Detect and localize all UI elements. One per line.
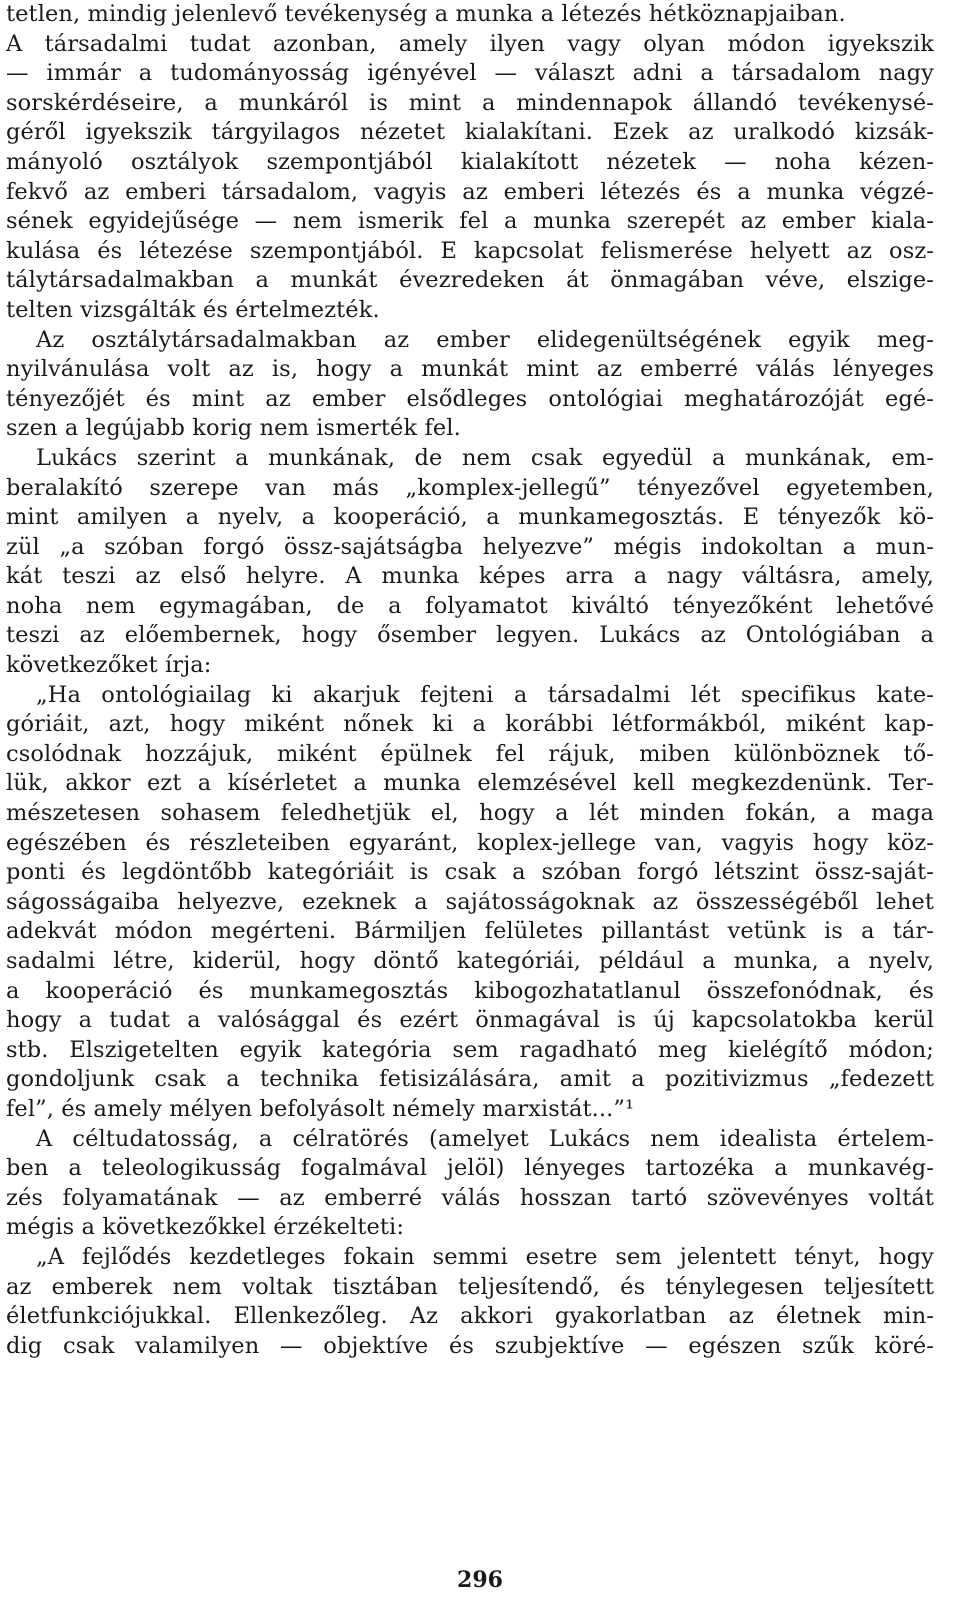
text-line: a kooperáció és munkamegosztás kibogozhatatlanul összefonódnak, és — [6, 977, 934, 1004]
text-line: lük, akkor ezt a kísérletet a munka elemzésével kell megkezdenünk. Ter- — [6, 770, 934, 797]
text-line: ponti és legdöntőbb kategóriáit is csak a szóban forgó létszint össz-saját- — [6, 859, 934, 886]
text-line: tálytársadalmakban a munkát évezredeken át önmagában véve, elszige- — [6, 267, 934, 294]
text-line: zés folyamatának — az emberré válás hosszan tartó szövevényes voltát — [6, 1184, 934, 1211]
text-line: hogy a tudat a valósággal és ezért önmagával is új kapcsolatokba kerül — [6, 1007, 934, 1034]
text-line: mint amilyen a nyelv, a kooperáció, a munkamegosztás. E tényezők kö- — [6, 504, 934, 531]
text-line: A céltudatosság, a célratörés (amelyet Lukács nem idealista értelem- — [36, 1125, 934, 1152]
text-line: adekvát módon megérteni. Bármiljen felületes pillantást vetünk is a tár- — [6, 918, 934, 945]
text-line: géről igyekszik tárgyilagos nézetet kialakítani. Ezek az uralkodó kizsák- — [6, 119, 934, 146]
text-line: „Ha ontológiailag ki akarjuk fejteni a társadalmi lét specifikus kate- — [36, 681, 934, 708]
text-line: ságosságaiba helyezve, ezeknek a sajátosságoknak az összességéből lehet — [6, 888, 934, 915]
text-line: beralakító szerepe van más „komplex-jellegű” tényezővel egyetemben, — [6, 474, 934, 501]
text-line: nyilvánulása volt az is, hogy a munkát mint az emberré válás lényeges — [6, 356, 934, 383]
text-line: sének egyidejűsége — nem ismerik fel a munka szerepét az ember kiala- — [6, 208, 934, 235]
page-number: 296 — [457, 1567, 503, 1593]
text-line: mányoló osztályok szempontjából kialakított nézetek — noha kézen- — [6, 148, 934, 175]
text-line: fel”, és amely mélyen befolyásolt némely marxistát...”¹ — [6, 1095, 635, 1122]
text-line: tetlen, mindig jelenlevő tevékenység a munka a létezés hétköznapjaiban. — [6, 1, 846, 27]
text-line: góriáit, azt, hogy miként nőnek ki a korábbi létformákból, miként kap- — [6, 711, 934, 738]
text-line: stb. Elszigetelten egyik kategória sem ragadható meg kielégítő módon; — [6, 1036, 934, 1063]
text-line: kulása és létezése szempontjából. E kapcsolat felismerése helyett az osz- — [6, 237, 934, 264]
text-line: dig csak valamilyen — objektíve és szubjektíve — egészen szűk köré- — [6, 1332, 934, 1359]
text-line: telten vizsgálták és értelmezték. — [6, 296, 380, 323]
text-line: sadalmi létre, kiderül, hogy döntő kategóriái, például a munka, a nyelv, — [6, 948, 934, 974]
text-line: gondoljunk csak a technika fetisizálására, amit a pozitivizmus „fedezett — [6, 1066, 934, 1093]
text-line: kát teszi az első helyre. A munka képes arra a nagy váltásra, amely, — [6, 563, 934, 590]
text-line: csolódnak hozzájuk, miként épülnek fel rájuk, miben különböznek tő- — [6, 740, 934, 767]
text-line: az emberek nem voltak tisztában teljesítendő, és ténylegesen teljesített — [6, 1273, 934, 1300]
text-line: teszi az előembernek, hogy ősember legyen. Lukács az Ontológiában a — [6, 622, 934, 649]
text-line: Az osztálytársadalmakban az ember elidegenültségének egyik meg- — [36, 326, 934, 353]
page-body — [6, 0, 934, 1361]
text-line: Lukács szerint a munkának, de nem csak egyedül a munkának, em- — [36, 444, 934, 471]
text-line: „A fejlődés kezdetleges fokain semmi esetre sem jelentett tényt, hogy — [36, 1243, 934, 1270]
text-line: A társadalmi tudat azonban, amely ilyen vagy olyan módon igyekszik — [6, 30, 934, 57]
text-line: — immár a tudományosság igényével — választ adni a társadalom nagy — [6, 60, 934, 87]
text-line: mészetesen sohasem feledhetjük el, hogy a lét minden fokán, a maga — [6, 800, 934, 827]
text-line: ben a teleologikusság fogalmával jelöl) lényeges tartozéka a munkavég- — [6, 1155, 934, 1182]
text-line: egészében és részleteiben egyaránt, koplex-jellege van, vagyis hogy köz- — [6, 829, 934, 856]
text-line: sorskérdéseire, a munkáról is mint a mindennapok állandó tevékenysé- — [6, 89, 934, 116]
text-line: noha nem egymagában, de a folyamatot kiváltó tényezőként lehetővé — [6, 592, 934, 619]
text-line: szen a legújabb korig nem ismerték fel. — [6, 415, 461, 442]
text-line: következőket írja: — [6, 652, 212, 679]
text-line: mégis a következőkkel érzékelteti: — [6, 1214, 405, 1241]
text-line: zül „a szóban forgó össz-sajátságba helyezve” mégis indokoltan a mun- — [6, 533, 934, 560]
text-line: tényezőjét és mint az ember elsődleges ontológiai meghatározóját egé- — [6, 385, 934, 412]
text-line: fekvő az emberi társadalom, vagyis az emberi létezés és a munka végzé- — [6, 178, 934, 205]
text-line: életfunkciójukkal. Ellenkezőleg. Az akkori gyakorlatban az életnek min- — [6, 1303, 934, 1330]
